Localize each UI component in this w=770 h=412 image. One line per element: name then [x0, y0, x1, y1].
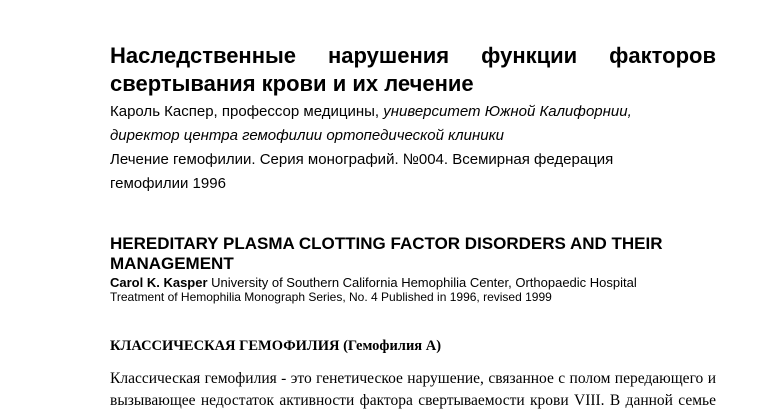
body-line-1: Классическая гемофилия - это генетическое нарушение, связанное с полом передающего и — [110, 370, 716, 387]
body-line-2: вызывающее недостаток активности фактора свертываемости крови VIII. В данной семье — [110, 392, 716, 409]
russian-series-info — [110, 148, 730, 196]
english-author-affiliation: University of Southern California Hemophilia Center, Orthopaedic Hospital — [207, 275, 637, 290]
english-title-line-2: MANAGEMENT — [110, 254, 234, 273]
english-title — [110, 234, 730, 274]
english-title-line-1: HEREDITARY PLASMA CLOTTING FACTOR DISORDERS AND THEIR — [110, 234, 663, 253]
body-paragraph — [110, 368, 716, 412]
russian-author-university: университет Южной Калифорнии, — [383, 103, 632, 120]
section-heading: КЛАССИЧЕСКАЯ ГЕМОФИЛИЯ (Гемофилия А) — [110, 338, 442, 354]
russian-author-block — [110, 100, 730, 148]
russian-author-name: Кароль Каспер, профессор медицины, — [110, 103, 384, 120]
russian-title-line-1: Наследственные нарушения функции факторов — [110, 43, 716, 68]
english-author-line — [110, 275, 730, 291]
russian-title-line-2: свертывания крови и их лечение — [110, 71, 474, 96]
russian-series-line-1: Лечение гемофилии. Серия монографий. №004. Всемирная федерация — [110, 151, 614, 168]
russian-title — [110, 42, 716, 98]
russian-author-position: директор центра гемофилии ортопедической клиники — [110, 127, 505, 144]
english-series-info: Treatment of Hemophilia Monograph Series, No. 4 Published in 1996, revised 1999 — [110, 290, 552, 304]
russian-series-line-2: гемофилии 1996 — [110, 175, 226, 192]
english-author-name: Carol K. Kasper — [110, 275, 208, 290]
